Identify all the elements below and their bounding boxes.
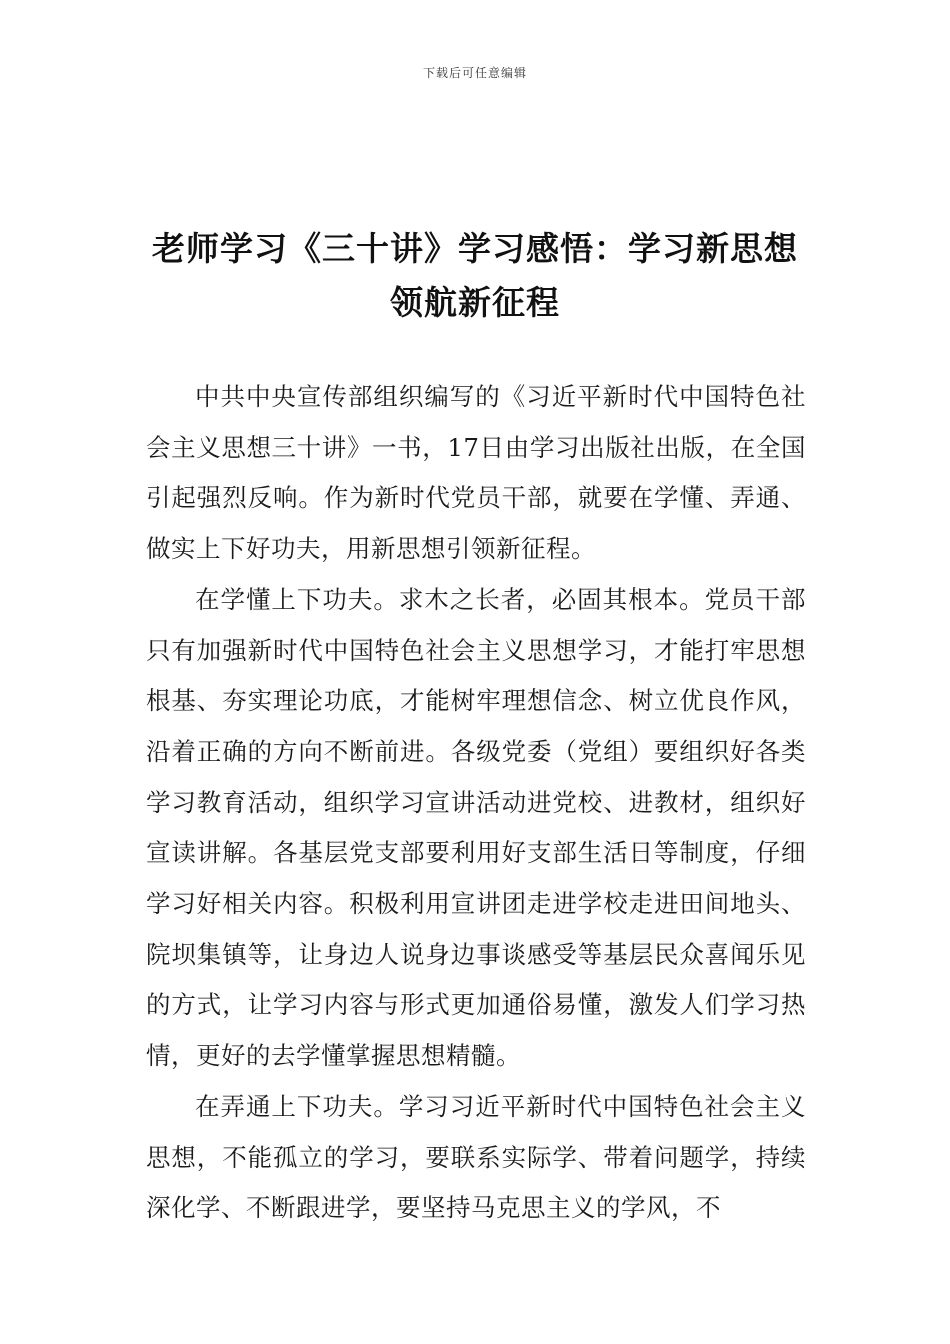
paragraph: 在弄通上下功夫。学习习近平新时代中国特色社会主义思想，不能孤立的学习，要联系实际学、带着问题学，持续深化学、不断跟进学，要坚持马克思主义的学风，不 — [146, 1091, 806, 1223]
page-header-note: 下载后可任意编辑 — [422, 66, 527, 80]
paragraph: 中共中央宣传部组织编写的《习近平新时代中国特色社会主义思想三十讲》一书，17日由学习出版社出版，在全国引起强烈反响。作为新时代党员干部，就要在学懂、弄通、做实上下好功夫，用新思想引领新征程。 — [146, 382, 806, 564]
document-title: 老师学习《三十讲》学习感悟：学习新思想领航新征程 — [152, 229, 798, 322]
document-body — [146, 372, 806, 1234]
paragraph: 在学懂上下功夫。求木之长者，必固其根本。党员干部只有加强新时代中国特色社会主义思想学习，才能打牢思想根基、夯实理论功底，才能树牢理想信念、树立优良作风，沿着正确的方向不断前进。各级党委（党组）要组织好各类学习教育活动，组织学习宣讲活动进党校、进教材，组织好宣读讲解。各基层党支部要利用好支部生活日等制度，仔细学习好相关内容。积极利用宣讲团走进学校走进田间地头、院坝集镇等，让身边人说身边事谈感受等基层民众喜闻乐见的方式，让学习内容与形式更加通俗易懂，激发人们学习热情，更好的去学懂掌握思想精髓。 — [146, 584, 806, 1071]
